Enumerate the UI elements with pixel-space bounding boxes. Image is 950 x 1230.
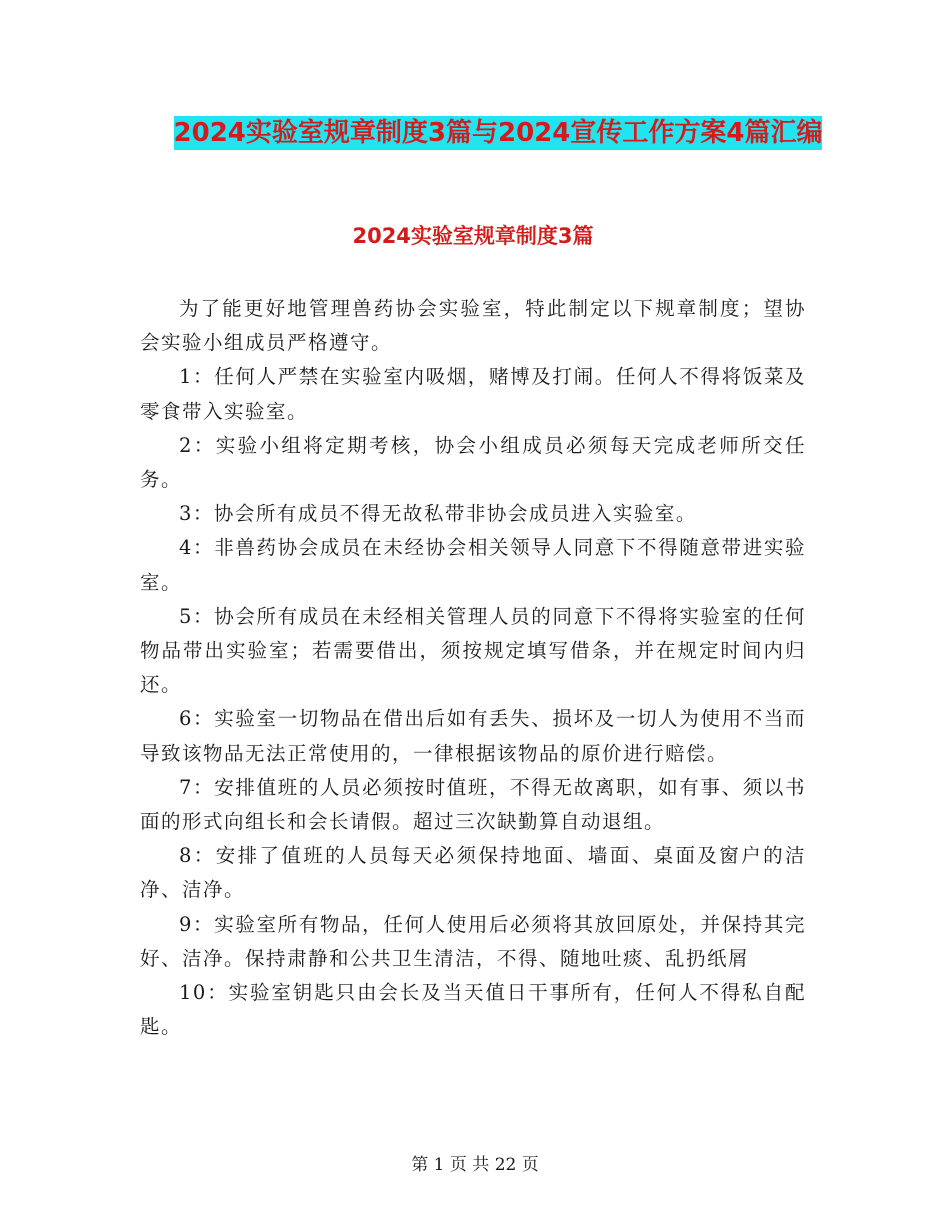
paragraph-rule-5: 5：协会所有成员在未经相关管理人员的同意下不得将实验室的任何物品带出实验室；若需要借出，须按规定填写借条，并在规定时间内归还。	[140, 604, 806, 697]
paragraph-rule-8: 8：安排了值班的人员每天必须保持地面、墙面、桌面及窗户的洁净、洁净。	[140, 844, 806, 902]
paragraph-rule-6: 6：实验室一切物品在借出后如有丢失、损坏及一切人为使用不当而导致该物品无法正常使用的，一律根据该物品的原价进行赔偿。	[140, 707, 806, 765]
paragraph-rule-3: 3：协会所有成员不得无故私带非协会成员进入实验室。	[179, 502, 697, 526]
paragraph-rule-9: 9：实验室所有物品，任何人使用后必须将其放回原处，并保持其完好、洁净。保持肃静和公共卫生清洁，不得、随地吐痰、乱扔纸屑	[140, 912, 806, 970]
section-title: 2024实验室规章制度3篇	[352, 224, 594, 248]
page-footer: 第 1 页 共 22 页	[411, 1155, 539, 1175]
paragraph-intro: 为了能更好地管理兽药协会实验室，特此制定以下规章制度；望协会实验小组成员严格遵守。	[140, 297, 806, 355]
paragraph-rule-2: 2：实验小组将定期考核，协会小组成员必须每天完成老师所交任务。	[140, 433, 806, 492]
document-title-text: 2024实验室规章制度3篇与2024宣传工作方案4篇汇编	[173, 118, 823, 148]
paragraph-rule-7: 7：安排值班的人员必须按时值班，不得无故离职，如有事、须以书面的形式向组长和会长请假。超过三次缺勤算自动退组。	[140, 775, 806, 834]
paragraph-rule-1: 1：任何人严禁在实验室内吸烟，赌博及打闹。任何人不得将饭菜及零食带入实验室。	[140, 365, 806, 423]
document-title	[140, 110, 856, 156]
paragraph-rule-10: 10：实验室钥匙只由会长及当天值日干事所有，任何人不得私自配匙。	[140, 981, 806, 1039]
paragraph-rule-4: 4：非兽药协会成员在未经协会相关领导人同意下不得随意带进实验室。	[140, 536, 806, 594]
document-body	[140, 292, 806, 1044]
